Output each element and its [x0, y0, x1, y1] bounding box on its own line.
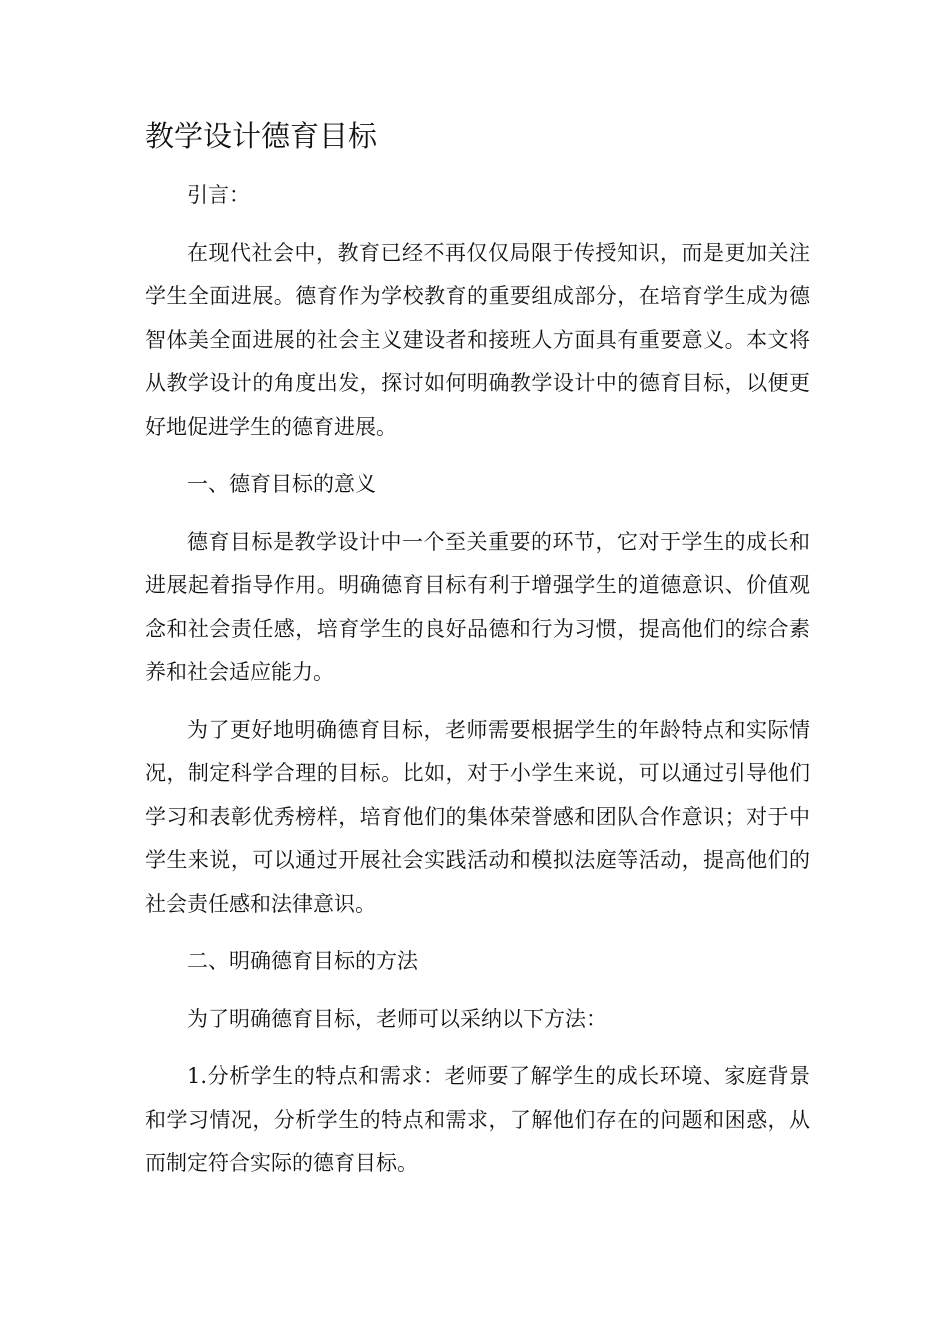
section2-heading: 二、明确德育目标的方法: [187, 949, 418, 973]
document-body: [145, 114, 810, 1200]
intro-paragraph: 在现代社会中，教育已经不再仅仅局限于传授知识，而是更加关注学生全面进展。德育作为学校教育的重要组成部分，在培育学生成为德智体美全面进展的社会主义建设者和接班人方面具有重要意义。本文将从教学设计的角度出发，探讨如何明确教学设计中的德育目标，以便更好地促进学生的德育进展。: [145, 240, 810, 439]
intro-label: 引言：: [187, 183, 250, 207]
section2-list-item-1: 1.分析学生的特点和需求：老师要了解学生的成长环境、家庭背景和学习情况，分析学生的特点和需求，了解他们存在的问题和困惑，从而制定符合实际的德育目标。: [145, 1064, 810, 1175]
section1-heading: 一、德育目标的意义: [187, 472, 376, 496]
section1-paragraph-2: 为了更好地明确德育目标，老师需要根据学生的年龄特点和实际情况，制定科学合理的目标。比如，对于小学生来说，可以通过引导他们学习和表彰优秀榜样，培育他们的集体荣誉感和团队合作意识；对于中学生来说，可以通过开展社会实践活动和模拟法庭等活动，提高他们的社会责任感和法律意识。: [145, 717, 810, 916]
document-title: 教学设计德育目标: [145, 119, 378, 153]
section1-paragraph-1: 德育目标是教学设计中一个至关重要的环节，它对于学生的成长和进展起着指导作用。明确德育目标有利于增强学生的道德意识、价值观念和社会责任感，培育学生的良好品德和行为习惯，提高他们的综合素养和社会适应能力。: [145, 529, 810, 684]
section2-paragraph-1: 为了明确德育目标，老师可以采纳以下方法：: [187, 1006, 607, 1031]
